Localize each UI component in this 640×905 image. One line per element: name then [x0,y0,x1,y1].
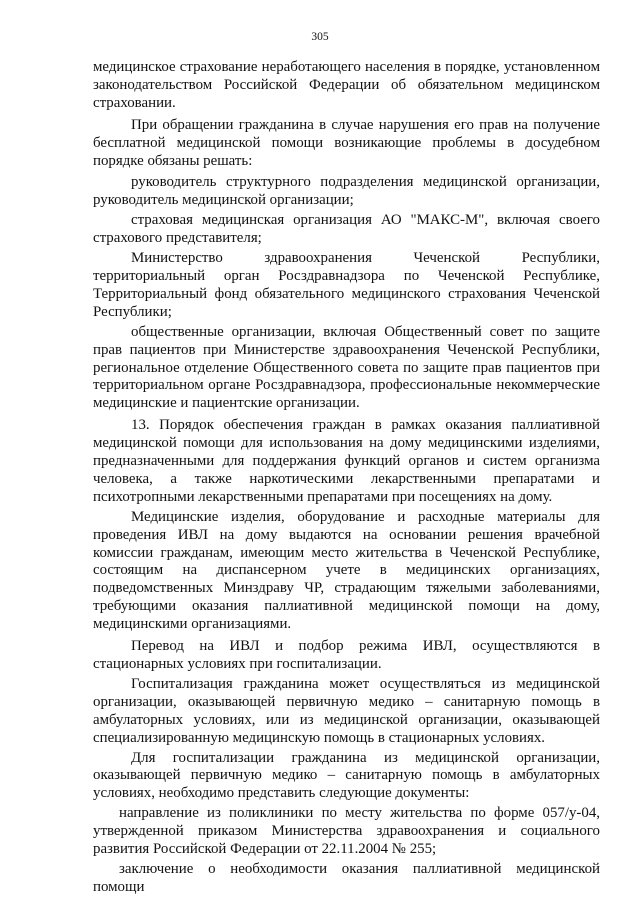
page-number: 305 [311,31,329,43]
paragraph: заключение о необходимости оказания паллиативной медицинской помощи [93,860,600,895]
paragraph: Госпитализация гражданина может осуществляться из медицинской организации, оказывающей первичную медико – санитарную помощь в амбулаторных условиях, или из медицинской организации, оказывающей специализированную медицинскую помощь в стационарных условиях. [93,675,600,746]
document-body [93,59,600,897]
paragraph: Медицинские изделия, оборудование и расходные материалы для проведения ИВЛ на дому выдаются на основании решения врачебной комиссии гражданам, имеющим место жительства в Чеченской Республике, состоящим на диспансерном учете в медицинских организациях, подведомственных Минздраву ЧР, страдающим тяжелыми заболеваниями, требующими оказания паллиативной медицинской помощи на дому, медицинскими организациями. [93,508,600,633]
paragraph: Перевод на ИВЛ и подбор режима ИВЛ, осуществляются в стационарных условиях при госпитализации. [93,638,600,672]
paragraph: направление из поликлиники по месту жительства по форме 057/у-04, утвержденной приказом Министерства здравоохранения и социального развития Российской Федерации от 22.11.2004 № 255; [93,805,600,858]
paragraph: руководитель структурного подразделения медицинской организации, руководитель медицинской организации; [93,174,600,209]
paragraph: При обращении гражданина в случае нарушения его прав на получение бесплатной медицинской помощи возникающие проблемы в досудебном порядке обязаны решать: [93,116,600,169]
paragraph: страховая медицинская организация АО "МАКС-М", включая своего страхового представителя; [93,212,600,247]
paragraph: медицинское страхование неработающего населения в порядке, установленном законодательством Российской Федерации об обязательном медицинском страховании. [93,59,600,111]
section-13-heading: 13. Порядок обеспечения граждан в рамках оказания паллиативной медицинской помощи для использования на дому медицинскими изделиями, предназначенными для поддержания функций органов и систем организма человека, а также наркотическими лекарственными препаратами и психотропными лекарственными препаратами при посещениях на дому. [93,417,600,505]
paragraph: общественные организации, включая Общественный совет по защите прав пациентов при Министерстве здравоохранения Чеченской Республики, региональное отделение Общественного совета по защите прав пациентов при территориальном органе Росздравнадзора, профессиональные некоммерческие медицинские и пациентские организации. [93,323,600,412]
paragraph: Министерство здравоохранения Чеченской Республики, территориальный орган Росздравнадзора по Чеченской Республике, Территориальный фонд обязательного медицинского страхования Чеченской Республики; [93,250,600,320]
paragraph: Для госпитализации гражданина из медицинской организации, оказывающей первичную медико – санитарную помощь в амбулаторных условиях, необходимо представить следующие документы: [93,749,600,802]
